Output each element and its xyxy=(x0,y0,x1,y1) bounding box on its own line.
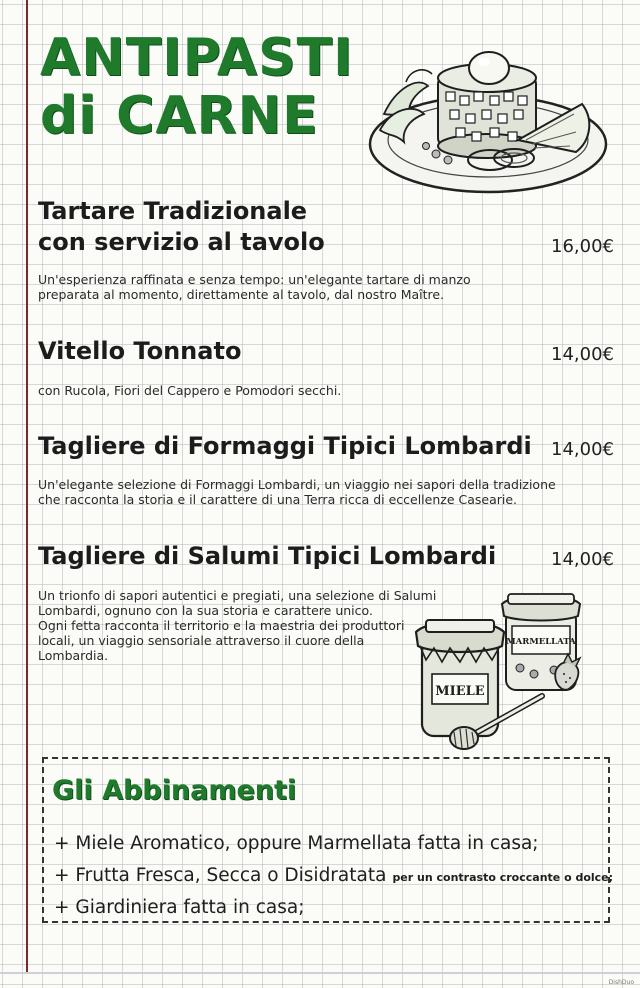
desc-line: Ogni fetta racconta il territorio e la maestria dei produttori xyxy=(38,618,405,633)
dish-salumi-name: Tagliere di Salumi Tipici Lombardi xyxy=(38,542,497,570)
pairings-title: Gli Abbinamenti xyxy=(52,775,297,806)
page-title-line1: ANTIPASTI xyxy=(40,28,354,88)
pairing-note: per un contrasto croccante o dolce; xyxy=(392,871,614,884)
dish-tartare-name-line1: Tartare Tradizionale xyxy=(38,197,308,225)
honey-jar-illustration xyxy=(416,620,504,736)
desc-line: con Rucola, Fiori del Cappero e Pomodori secchi. xyxy=(38,383,342,398)
dish-tartare-name-line2: con servizio al tavolo xyxy=(38,228,325,256)
dish-tartare-description xyxy=(38,272,471,302)
desc-line: Un'esperienza raffinata e senza tempo: un'elegante tartare di manzo xyxy=(38,272,471,287)
desc-line: locali, un viaggio sensoriale attraverso il cuore della xyxy=(38,633,365,648)
jam-jar-label: MARMELLATA xyxy=(506,637,576,647)
dish-vitello-description xyxy=(38,383,341,398)
notebook-margin-line xyxy=(26,0,28,974)
desc-line: Un trionfo di sapori autentici e pregiati, una selezione di Salumi xyxy=(38,588,437,603)
pairing-item xyxy=(54,865,613,886)
honey-jar-label: MIELE xyxy=(435,684,485,699)
dish-tartare-price: 16,00€ xyxy=(551,236,614,257)
watermark: DishDuo xyxy=(608,979,634,986)
page-title-line2: di CARNE xyxy=(40,86,319,146)
pairing-text: + Frutta Fresca, Secca o Disidratata xyxy=(54,865,387,886)
dish-vitello-name: Vitello Tonnato xyxy=(38,337,242,365)
dish-formaggi-name: Tagliere di Formaggi Tipici Lombardi xyxy=(38,432,532,460)
dish-salumi-price: 14,00€ xyxy=(551,549,614,570)
pairings-box xyxy=(42,757,614,923)
page-bottom-edge xyxy=(0,972,640,974)
dish-vitello-price: 14,00€ xyxy=(551,344,614,365)
desc-line: Lombardia. xyxy=(38,648,109,663)
desc-line: che racconta la storia e il carattere di una Terra ricca di eccellenze Casearie. xyxy=(38,492,518,507)
pairing-text: + Giardiniera fatta in casa; xyxy=(54,897,305,918)
pairing-item xyxy=(54,897,304,918)
desc-line: Un'elegante selezione di Formaggi Lombardi, un viaggio nei sapori della tradizione xyxy=(38,477,556,492)
desc-line: preparata al momento, direttamente al tavolo, dal nostro Maître. xyxy=(38,287,445,302)
jars-illustration xyxy=(404,584,600,754)
dish-formaggi-description xyxy=(38,477,556,507)
desc-line: Lombardi, ognuno con la sua storia e carattere unico. xyxy=(38,603,373,618)
pairing-text: + Miele Aromatico, oppure Marmellata fatta in casa; xyxy=(54,833,539,854)
pairing-item xyxy=(54,833,539,854)
dish-salumi-description xyxy=(38,588,436,663)
dish-formaggi-price: 14,00€ xyxy=(551,439,614,460)
tartare-plate-illustration xyxy=(366,48,610,198)
